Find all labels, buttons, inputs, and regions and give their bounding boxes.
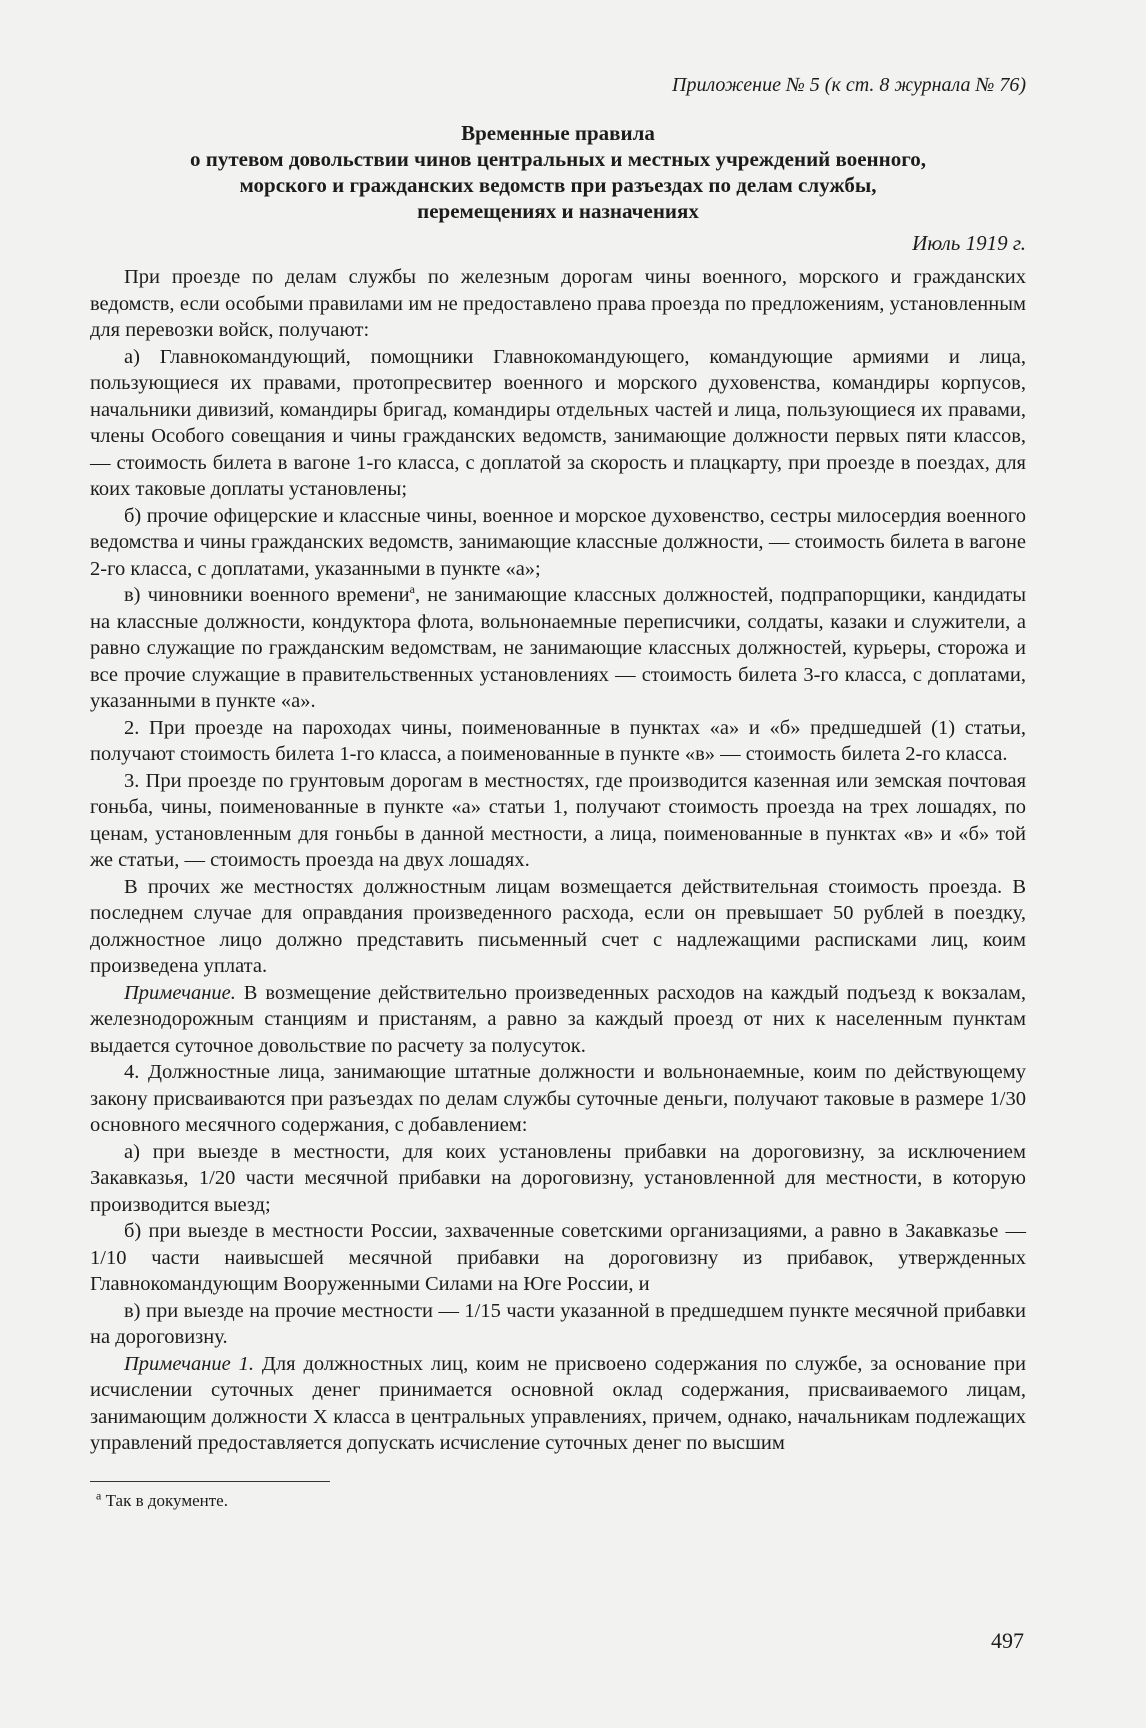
paragraph-1v-start: в) чиновники военного времени (124, 584, 410, 606)
footnote-marker-bottom: а (96, 1487, 102, 1502)
paragraph-4-note-1 (90, 1351, 1026, 1457)
paragraph-3: 3. При проезде по грунтовым дорогам в местностях, где производится казенная или земская почтовая гоньба, чины, поименованные в пункте «а» статьи 1, получают стоимость проезда на трех лошадях, по ценам, установленным для гоньбы в данной местности, а лица, поименованные в пунктах «в» и «б» той же статьи, — стоимость проезда на двух лошадях. (90, 769, 1026, 871)
document-body (90, 264, 1026, 1457)
title-line-1: Временные правила (461, 121, 655, 145)
paragraph-1a: а) Главнокомандующий, помощники Главнокомандующего, командующие армиями и лица, пользующиеся их правами, протопресвитер военного и морского духовенства, командиры корпусов, начальники дивизий, командиры бригад, командиры отдельных частей и лица, пользующиеся их правами, члены Особого совещания и чины гражданских ведомств, занимающие должности первых пяти классов, — стоимость билета в вагоне 1-го класса, с доплатой за скорость и плацкарту, при проезде в поездах, для коих таковые доплаты установлены; (90, 345, 1026, 500)
note-1-text: Для должностных лиц, коим не присвоено содержания по службе, за основание при исчислении суточных денег принимается основной оклад содержания, присваиваемого лицам, занимающим должности X класса в центральных управлениях, причем, однако, начальникам подлежащих управлений предоставляется допускать исчисление суточных денег по высшим (90, 1352, 1026, 1454)
footnote-marker: а (409, 582, 415, 597)
paragraph-1v-end: , не занимающие классных должностей, подпрапорщики, кандидаты на классные должности, кондуктора флота, вольнонаемные переписчики, солдаты, казаки и служители, а равно служащие по гражданским ведомствам, не занимающие классных должностей, курьеры, сторожа и все прочие служащие в правительственных установлениях — стоимость билета 3-го класса, с доплатами, указанными в пункте «а». (90, 584, 1026, 712)
appendix-reference: Приложение № 5 (к ст. 8 журнала № 76) (672, 74, 1026, 96)
title-line-3: морского и гражданских ведомств при разъездах по делам службы, (239, 173, 877, 197)
paragraph-3-note (90, 980, 1026, 1060)
note-text: В возмещение действительно произведенных расходов на каждый подъезд к вокзалам, железнодорожным станциям и пристаням, а равно за каждый проезд от них к населенным пунктам выдается суточное довольствие по расчету за полусуток. (90, 981, 1026, 1057)
paragraph-4v: в) при выезде на прочие местности — 1/15 части указанной в предшедшем пункте месячной прибавки на дороговизну. (90, 1299, 1026, 1348)
paragraph-4a: а) при выезде в местности, для коих установлены прибавки на дороговизну, за исключением Закавказья, 1/20 части месячной прибавки на дороговизну, установленной для местности, в которую производится выезд; (90, 1140, 1026, 1216)
paragraph-1: При проезде по делам службы по железным дорогам чины военного, морского и гражданских ведомств, если особыми правилами им не предоставлено права проезда по предложениям, установленным для перевозки войск, получают: (90, 266, 1026, 341)
title-line-2: о путевом довольствии чинов центральных и местных учреждений военного, (189, 147, 927, 171)
footnote-text: Так в документе. (101, 1490, 228, 1510)
title-line-4: перемещениях и назначениях (417, 199, 699, 223)
note-1-label: Примечание 1. (124, 1352, 255, 1375)
page-number: 497 (991, 1628, 1024, 1653)
paragraph-4b: б) при выезде в местности России, захваченные советскими организациями, а равно в Закавказье — 1/10 части наивысшей месячной прибавки на дороговизну из прибавок, утвержденных Главнокомандующим Вооруженными Силами на Юге России, и (90, 1220, 1026, 1295)
paragraph-1v (90, 582, 1026, 715)
note-label: Примечание. (124, 981, 236, 1004)
footnote (90, 1487, 1026, 1512)
paragraph-4: 4. Должностные лица, занимающие штатные должности и вольнонаемные, коим по действующему закону присваиваются при разъездах по делам службы суточные деньги, получают таковые в размере 1/30 основного месячного содержания, с добавлением: (90, 1061, 1026, 1136)
paragraph-1b: б) прочие офицерские и классные чины, военное и морское духовенство, сестры милосердия военного ведомства и чины гражданских ведомств, занимающие классные должности, — стоимость билета в вагоне 2-го класса, с доплатами, указанными в пункте «а»; (90, 504, 1026, 580)
paragraph-2: 2. При проезде на пароходах чины, поименованные в пунктах «а» и «б» предшедшей (1) статьи, получают стоимость билета 1-го класса, а поименованные в пункте «в» — стоимость билета 2-го класса. (90, 716, 1026, 765)
document-title (90, 120, 1026, 224)
document-date: Июль 1919 г. (912, 231, 1026, 255)
footnote-divider (90, 1481, 330, 1482)
paragraph-3b: В прочих же местностях должностным лицам возмещается действительная стоимость проезда. В последнем случае для оправдания произведенного расхода, если он превышает 50 рублей в поездку, должностное лицо должно представить письменный счет с надлежащими расписками лиц, коим произведена уплата. (90, 875, 1026, 977)
